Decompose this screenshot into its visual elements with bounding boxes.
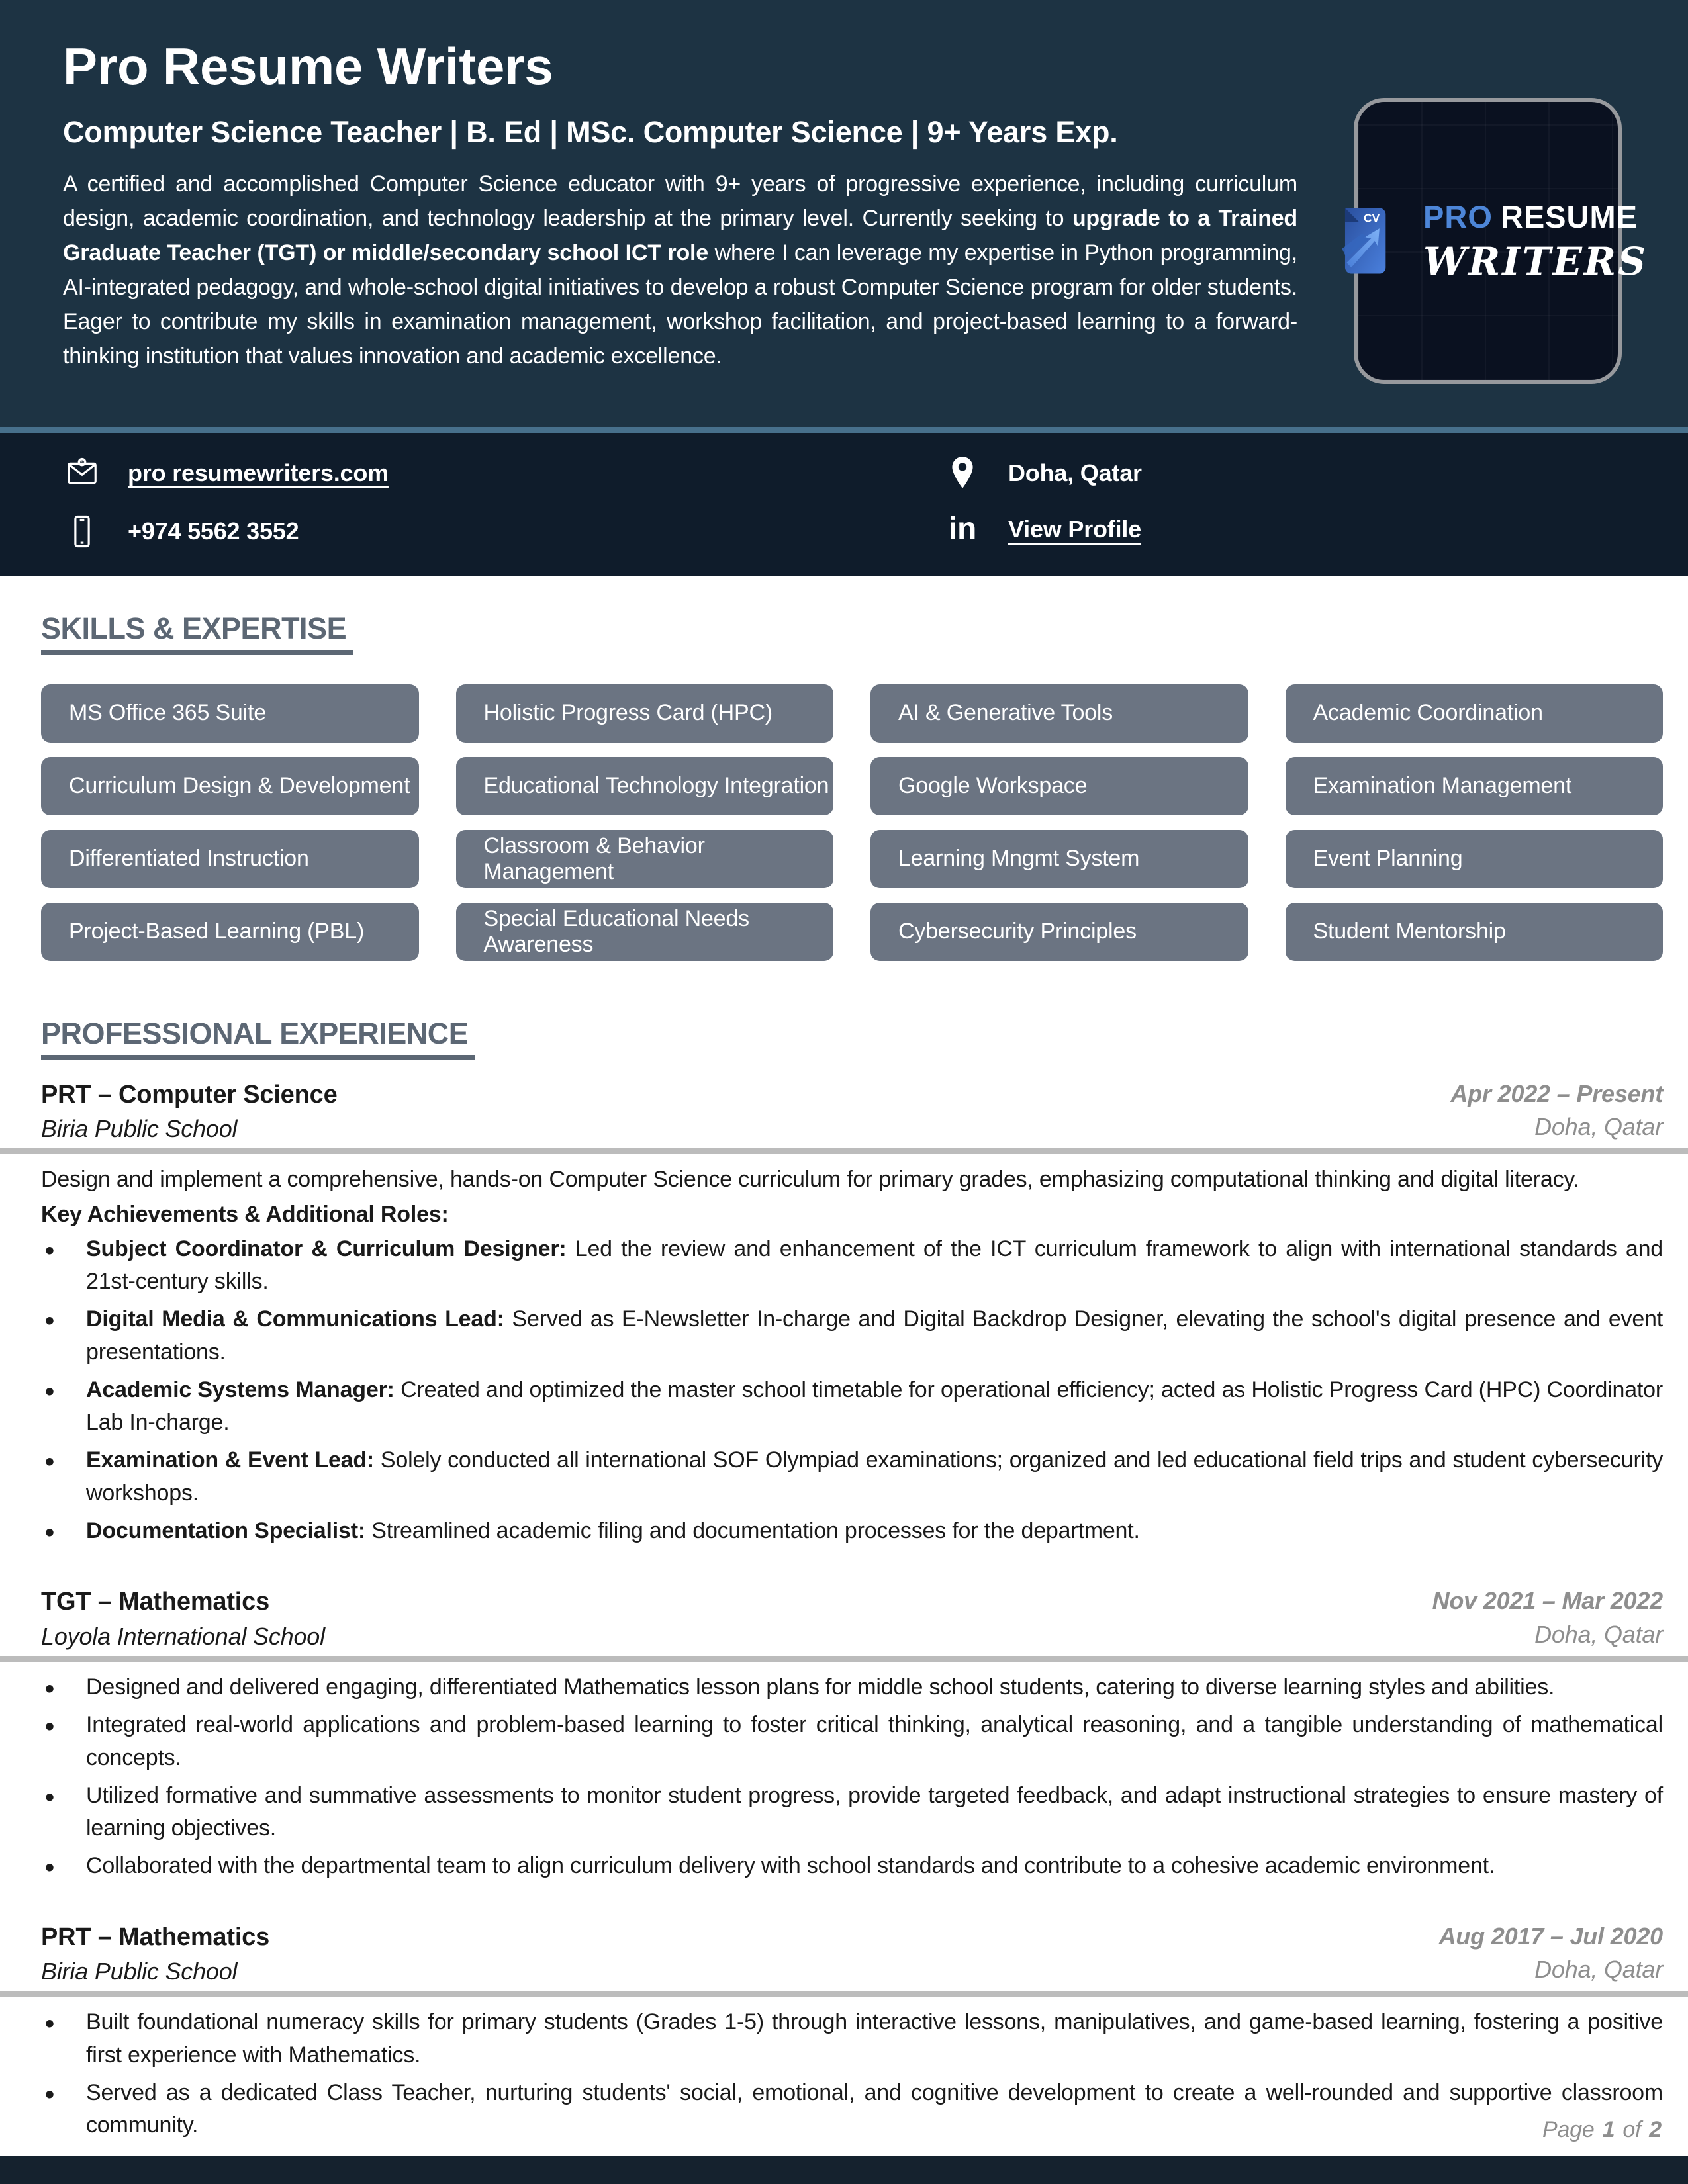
section-title-skills: SKILLS & EXPERTISE [41, 612, 353, 655]
brand-wordmark [1423, 199, 1648, 284]
job-bullet: • Examination & Event Lead: Solely conducted all international SOF Olympiad examinations; organized and led educational field trips and student cybersecurity workshops. [41, 1444, 1663, 1510]
skill-chip: Special Educational Needs Awareness [456, 903, 834, 961]
skill-chip: Learning Mngmt System [870, 830, 1248, 888]
job-header-left [41, 1920, 269, 1989]
job-bullet: • Designed and delivered engaging, differentiated Mathematics lesson plans for middle school students, catering to diverse learning styles and abilities. [41, 1671, 1663, 1704]
job-company: Biria Public School [41, 1115, 238, 1142]
job-header-right [1450, 1077, 1663, 1144]
skill-chip: AI & Generative Tools [870, 684, 1248, 743]
skill-chip: Project-Based Learning (PBL) [41, 903, 419, 961]
svg-text:@: @ [79, 459, 85, 467]
job-divider [0, 1656, 1688, 1662]
job-header [41, 1584, 1663, 1653]
job-bullet: • Subject Coordinator & Curriculum Designer: Led the review and enhancement of the ICT curriculum framework to align with international standards and 21st-century skills. [41, 1233, 1663, 1298]
contact-bar [0, 427, 1688, 576]
email-icon [63, 455, 101, 491]
skill-chip: Examination Management [1286, 757, 1664, 815]
job-bullet: • Utilized formative and summative assessments to monitor student progress, provide targeted feedback, and adapt instructional strategies to ensure mastery of learning objectives. [41, 1780, 1663, 1845]
page-title: Pro Resume Writers [63, 37, 553, 95]
job-divider [0, 1148, 1688, 1154]
job-bullet-list [41, 1233, 1663, 1548]
summary-bold-phrase: upgrade to a Trained Graduate Teacher (TGT) or middle/secondary school ICT role [63, 205, 1298, 265]
job-bullet: • Collaborated with the departmental team to align curriculum delivery with school standards and contribute to a cohesive academic environment. [41, 1850, 1663, 1882]
header [0, 0, 1688, 427]
location-row [943, 455, 1142, 491]
job-bullet: • Digital Media & Communications Lead: Served as E-Newsletter In-charge and Digital Backdrop Designer, elevating the school's digital presence and event presentations. [41, 1303, 1663, 1369]
page-current: 1 [1602, 2117, 1615, 2142]
job-dates: Aug 2017 – Jul 2020 [1438, 1922, 1663, 1950]
job-bullet: • Integrated real-world applications and problem-based learning to foster critical thinking, analytical reasoning, and a tangible understanding of mathematical concepts. [41, 1709, 1663, 1774]
phone-icon [63, 514, 101, 549]
contact-left-column [63, 455, 943, 549]
skill-chip: Differentiated Instruction [41, 830, 419, 888]
job-header-right [1439, 1920, 1663, 1987]
experience-job-2 [41, 1584, 1663, 1882]
job-title: PRT – Computer Science [41, 1080, 338, 1109]
achievements-label: Key Achievements & Additional Roles: [41, 1202, 449, 1228]
resume-body [0, 576, 1688, 2142]
of-label: of [1622, 2117, 1642, 2142]
phone-row [63, 514, 943, 549]
linkedin-row[interactable] [943, 514, 1142, 545]
linkedin-icon: in [948, 512, 977, 547]
footer-accent-bar [0, 2156, 1688, 2184]
website-row[interactable] [63, 455, 943, 491]
job-dates: Nov 2021 – Mar 2022 [1432, 1587, 1663, 1615]
job-bullet-list [41, 2006, 1663, 2142]
cv-arrow-icon [1328, 202, 1406, 280]
contact-right-column [943, 455, 1142, 549]
job-bullet-list [41, 1671, 1663, 1883]
skill-chip: MS Office 365 Suite [41, 684, 419, 743]
svg-text:CV: CV [1364, 211, 1380, 225]
headline: Computer Science Teacher | B. Ed | MSc. Computer Science | 9+ Years Exp. [63, 114, 1118, 149]
job-bullet: • Built foundational numeracy skills for primary students (Grades 1-5) through interactive lessons, manipulatives, and game-based learning, fostering a positive first experience with Mathematics. [41, 2006, 1663, 2071]
job-location: Doha, Qatar [1534, 1956, 1663, 1983]
job-header-right [1432, 1584, 1663, 1651]
linkedin-link[interactable]: View Profile [1008, 516, 1142, 543]
skill-chip: Event Planning [1286, 830, 1664, 888]
summary-text-2: where I can leverage my expertise in Python programming, AI-integrated pedagogy, and whole-school digital initiatives to develop a robust Computer Science program for older students. Eager to contribute my skills in examination management, workshop facilitation, and project-based learning to a forward-thinking institution that values innovation and academic excellence. [63, 240, 1298, 369]
skill-chip: Curriculum Design & Development [41, 757, 419, 815]
experience-job-1 [41, 1077, 1663, 1548]
job-title: TGT – Mathematics [41, 1588, 270, 1616]
experience-job-3 [41, 1920, 1663, 2142]
skill-chip: Holistic Progress Card (HPC) [456, 684, 834, 743]
page-number [1542, 2117, 1662, 2143]
job-bullet: • Served as a dedicated Class Teacher, nurturing students' social, emotional, and cognitive development to create a well-rounded and supportive classroom community. [41, 2077, 1663, 2142]
page-total: 2 [1649, 2117, 1662, 2142]
skill-chip: Classroom & Behavior Management [456, 830, 834, 888]
skills-grid [41, 684, 1663, 961]
skill-chip: Educational Technology Integration [456, 757, 834, 815]
job-intro: Design and implement a comprehensive, hands-on Computer Science curriculum for primary grades, emphasizing computational thinking and digital literacy. [41, 1167, 1579, 1193]
phone-number: +974 5562 3552 [128, 518, 299, 545]
skill-chip: Student Mentorship [1286, 903, 1664, 961]
job-header-left [41, 1077, 338, 1146]
brand-logo [1354, 98, 1648, 384]
skill-chip: Google Workspace [870, 757, 1248, 815]
job-divider [0, 1991, 1688, 1997]
skill-chip: Academic Coordination [1286, 684, 1664, 743]
brand-word-resume: RESUME [1500, 199, 1638, 234]
location-pin-icon [943, 455, 982, 491]
job-bullet: • Academic Systems Manager: Created and optimized the master school timetable for operational efficiency; acted as Holistic Progress Card (HPC) Coordinator Lab In-charge. [41, 1374, 1663, 1439]
summary-text-1: A certified and accomplished Computer Science educator with 9+ years of progressive experience, including curriculum design, academic coordination, and technology leadership at the primary level. Currently seeking to [63, 171, 1297, 231]
job-header [41, 1920, 1663, 1989]
job-bullet: • Documentation Specialist: Streamlined academic filing and documentation processes for the department. [41, 1515, 1663, 1547]
skill-chip: Cybersecurity Principles [870, 903, 1248, 961]
job-dates: Apr 2022 – Present [1450, 1079, 1663, 1107]
location-text: Doha, Qatar [1008, 459, 1142, 486]
page-label: Page [1542, 2117, 1595, 2142]
brand-word-pro: PRO [1423, 199, 1493, 234]
job-location: Doha, Qatar [1534, 1620, 1663, 1648]
job-header [41, 1077, 1663, 1146]
brand-word-writers: WRITERS [1423, 238, 1648, 284]
job-company: Loyola International School [41, 1622, 325, 1650]
brand-line-top [1423, 199, 1638, 235]
job-company: Biria Public School [41, 1957, 238, 1985]
professional-summary [63, 167, 1297, 373]
section-title-experience: PROFESSIONAL EXPERIENCE [41, 1017, 475, 1060]
job-header-left [41, 1584, 325, 1653]
job-location: Doha, Qatar [1534, 1113, 1663, 1140]
job-title: PRT – Mathematics [41, 1923, 270, 1951]
website-link[interactable]: pro resumewriters.com [128, 459, 389, 486]
